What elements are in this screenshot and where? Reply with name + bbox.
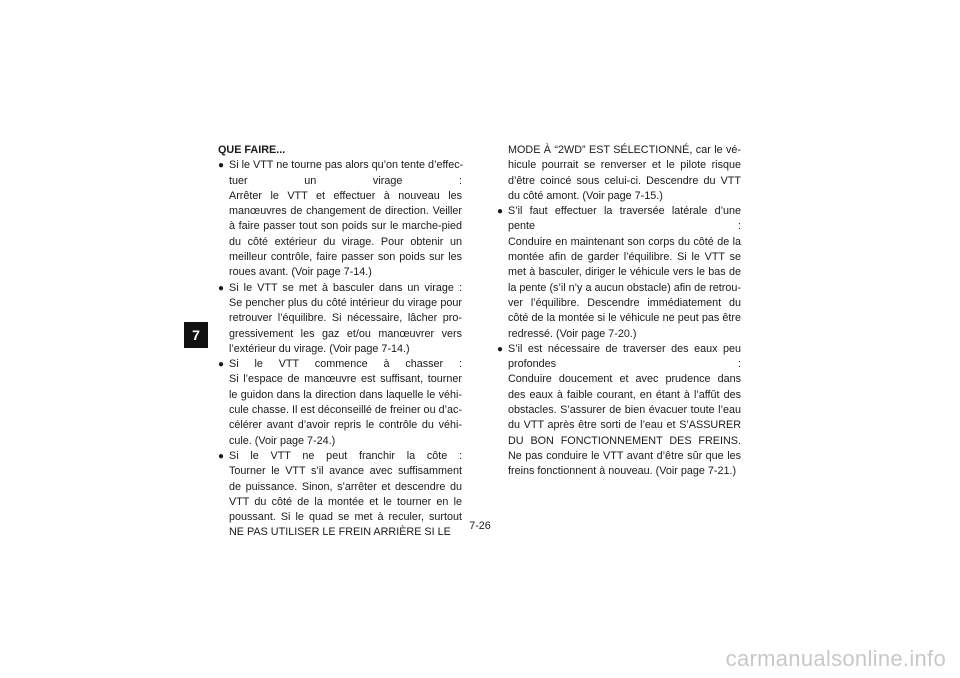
- text-line: du côté amont. (Voir page 7-15.): [508, 189, 663, 202]
- text-line: poussant. Si le quad se met à reculer, surtout: [229, 511, 462, 524]
- text-line: Conduire doucement et avec prudence dans: [508, 373, 741, 386]
- bullet-icon: ●: [218, 359, 225, 371]
- text-line: met à basculer, diriger le véhicule vers le bas de: [508, 266, 741, 279]
- text-line: cule. (Voir page 7-24.): [229, 434, 336, 447]
- bullet-icon: ●: [218, 160, 225, 172]
- text-line: freins fonctionnent à nouveau. (Voir page 7-21.): [508, 465, 737, 478]
- text-line: S’il faut effectuer la traversée latérale d’une: [508, 205, 741, 218]
- text-line: DU BON FONCTIONNEMENT DES FREINS.: [508, 434, 741, 447]
- chapter-tab: 7: [184, 322, 208, 348]
- text-line: Tourner le VTT s’il avance avec suffisamment: [229, 465, 462, 478]
- text-line: Si l’espace de manœuvre est suffisant, tourner: [229, 373, 462, 386]
- text-line: du VTT après être sorti de l’eau et S’ASSURER: [508, 419, 741, 432]
- list-item: [497, 204, 741, 342]
- list-item: [497, 342, 741, 480]
- text-line: Ne pas conduire le VTT avant d’être sûr que les: [508, 449, 741, 462]
- list-item: [218, 449, 462, 541]
- text-line: Arrêter le VTT et effectuer à nouveau les: [229, 189, 462, 202]
- text-line: MODE À “2WD” EST SÉLECTIONNÉ, car le vé-: [508, 144, 741, 156]
- text-line: VTT du côté de la montée et le tourner en le: [229, 495, 462, 508]
- text-line: de puissance. Sinon, s’arrêter et descendre du: [229, 480, 462, 493]
- text-line: à faire passer tout son poids sur le marche-pied: [229, 220, 462, 233]
- bullet-icon: ●: [497, 206, 504, 218]
- text-line: tuer un virage :: [229, 174, 462, 187]
- text-line: pente :: [508, 220, 741, 233]
- watermark: carmanualsonline.info: [725, 646, 946, 671]
- text-line: montée afin de garder l’équilibre. Si le VTT se: [508, 251, 741, 264]
- text-line: retrouver l’équilibre. Si nécessaire, lâcher pro-: [229, 312, 462, 325]
- text-line: gressivement les gaz et/ou manœuvrer vers: [229, 327, 462, 340]
- right-column: [497, 143, 741, 480]
- text-line: manœuvres de changement de direction. Veiller: [229, 205, 462, 218]
- bullet-icon: ●: [218, 282, 225, 294]
- text-line: S’il est nécessaire de traverser des eaux peu: [508, 342, 741, 355]
- text-line: Si le VTT ne tourne pas alors qu’on tente d’effec-: [229, 159, 464, 172]
- text-line: Si le VTT se met à basculer dans un virage :: [229, 281, 462, 294]
- text-line: des eaux à faible courant, en étant à l’affût des: [508, 388, 741, 401]
- bullet-icon: ●: [497, 343, 504, 355]
- left-column: [218, 143, 462, 541]
- page-number: 7-26: [469, 520, 491, 532]
- text-line: meilleur contrôle, faire passer son poids sur les: [229, 251, 462, 264]
- list-item: [218, 357, 462, 449]
- text-line: ver l’équilibre. Descendre immédiatement du: [508, 296, 741, 309]
- text-line: la pente (s’il n’y a aucun obstacle) afin de retrou-: [508, 281, 741, 294]
- list-item: [218, 158, 462, 280]
- text-line: le guidon dans la direction dans laquelle le véhi-: [229, 388, 462, 401]
- text-line: d’être coincé sous celui-ci. Descendre du VTT: [508, 174, 741, 187]
- text-line: du côté extérieur du virage. Pour obtenir un: [229, 235, 462, 248]
- section-heading: QUE FAIRE...: [218, 144, 286, 156]
- text-line: obstacles. S’assurer de bien évacuer toute l’eau: [508, 404, 741, 417]
- text-line: Si le VTT ne peut franchir la côte :: [229, 449, 462, 462]
- list-item: [497, 143, 741, 204]
- bullet-icon: ●: [218, 450, 225, 462]
- text-line: NE PAS UTILISER LE FREIN ARRIÈRE SI LE: [229, 526, 451, 539]
- text-line: Se pencher plus du côté intérieur du virage pour: [229, 296, 462, 309]
- text-line: Si le VTT commence à chasser :: [229, 358, 462, 371]
- text-line: Conduire en maintenant son corps du côté de la: [508, 235, 741, 248]
- text-line: côté de la montée si le véhicule ne peut pas être: [508, 312, 741, 325]
- right-items: [497, 143, 741, 480]
- list-item: [218, 281, 462, 357]
- text-line: redressé. (Voir page 7-20.): [508, 327, 637, 340]
- text-line: l’extérieur du virage. (Voir page 7-14.): [229, 342, 410, 355]
- text-line: célérer avant d’avoir repris le contrôle du véhi-: [229, 419, 462, 432]
- left-items: [218, 158, 462, 540]
- text-line: hicule pourrait se renverser et le pilote risque: [508, 159, 741, 172]
- text-line: roues avant. (Voir page 7-14.): [229, 266, 372, 279]
- text-line: profondes :: [508, 358, 741, 371]
- text-line: cule chasse. Il est déconseillé de freiner ou d’ac-: [229, 404, 462, 417]
